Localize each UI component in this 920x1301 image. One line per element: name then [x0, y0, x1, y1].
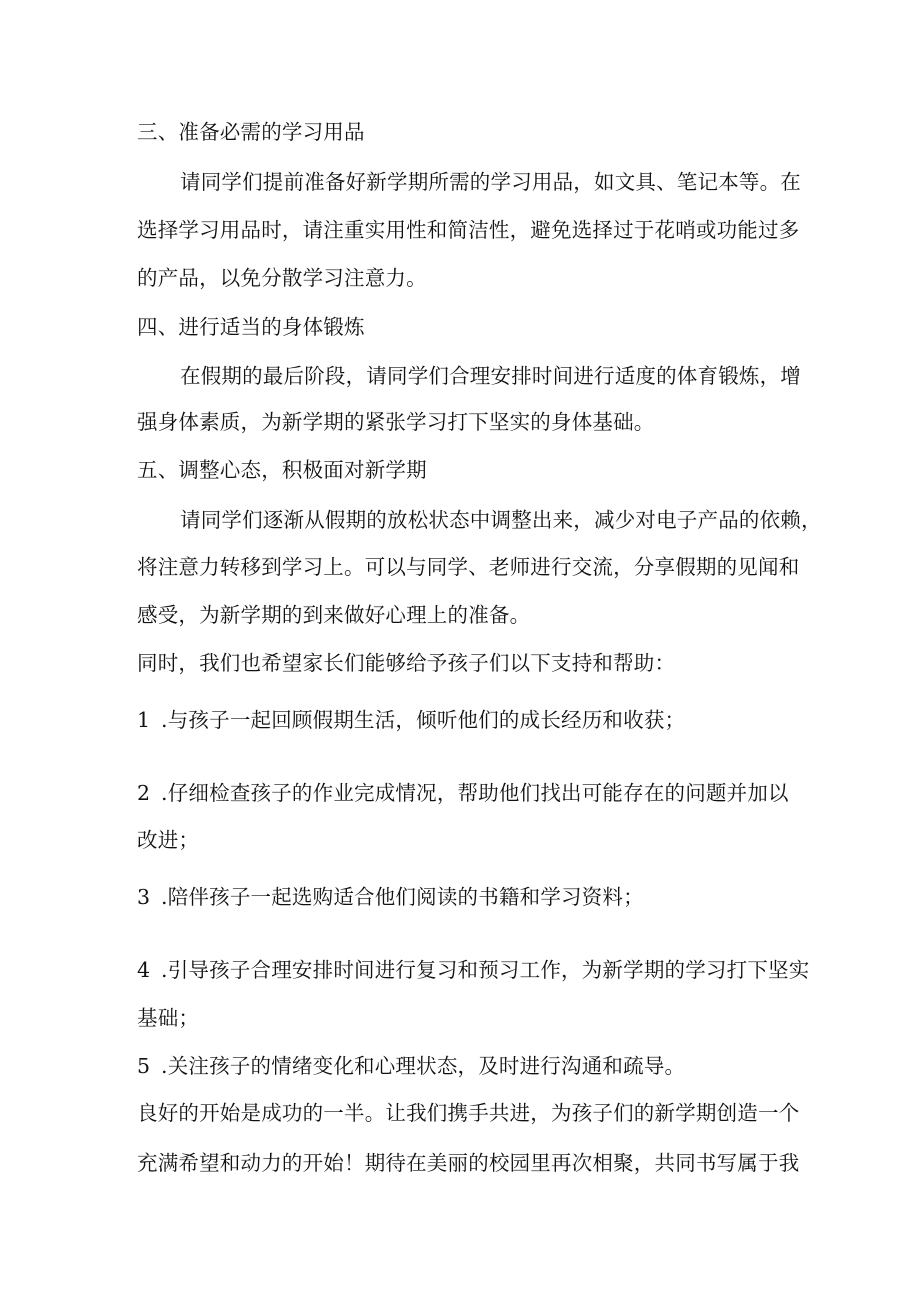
closing-line-2: 充满希望和动力的开始！期待在美丽的校园里再次相聚，共同书写属于我 [137, 1151, 800, 1175]
closing-line-1: 良好的开始是成功的一半。让我们携手共进，为孩子们的新学期创造一个 [137, 1101, 800, 1125]
list-number: 5 [137, 1054, 151, 1078]
list-text: .引导孩子合理安排时间进行复习和预习工作，为新学期的学习打下坚实 [161, 958, 810, 982]
section-4-heading: 四、进行适当的身体锻炼 [137, 315, 365, 339]
list-item-2-continuation: 改进； [137, 828, 200, 852]
list-text: .与孩子一起回顾假期生活，倾听他们的成长经历和收获； [161, 708, 686, 732]
section-3-paragraph-line-1: 请同学们提前准备好新学期所需的学习用品，如文具、笔记本等。在 [180, 170, 801, 194]
list-text: .关注孩子的情绪变化和心理状态，及时进行沟通和疏导。 [161, 1054, 686, 1078]
list-number: 3 [137, 885, 151, 909]
list-item-2 [137, 779, 789, 807]
section-5-paragraph-line-2: 将注意力转移到学习上。可以与同学、老师进行交流，分享假期的见闻和 [137, 555, 800, 579]
list-item-3 [137, 883, 644, 911]
section-5-paragraph-line-3: 感受，为新学期的到来做好心理上的准备。 [137, 603, 531, 627]
list-item-5 [137, 1052, 685, 1080]
list-item-4-continuation: 基础； [137, 1006, 200, 1030]
list-number: 1 [137, 708, 151, 732]
section-3-paragraph-line-2: 选择学习用品时，请注重实用性和简洁性，避免选择过于花哨或功能过多 [137, 218, 800, 242]
section-4-paragraph-line-2: 强身体素质，为新学期的紧张学习打下坚实的身体基础。 [137, 410, 655, 434]
list-text: .陪伴孩子一起选购适合他们阅读的书籍和学习资料； [161, 885, 644, 909]
section-5-heading: 五、调整心态，积极面对新学期 [137, 458, 427, 482]
list-text: .仔细检查孩子的作业完成情况，帮助他们找出可能存在的问题并加以 [161, 781, 789, 805]
section-3-paragraph-line-3: 的产品，以免分散学习注意力。 [137, 266, 427, 290]
list-number: 2 [137, 781, 151, 805]
parents-intro: 同时，我们也希望家长们能够给予孩子们以下支持和帮助： [137, 651, 676, 675]
list-number: 4 [137, 958, 151, 982]
section-3-heading: 三、准备必需的学习用品 [137, 120, 365, 144]
list-item-1 [137, 706, 685, 734]
section-5-paragraph-line-1: 请同学们逐渐从假期的放松状态中调整出来，减少对电子产品的依赖， [180, 508, 822, 532]
section-4-paragraph-line-1: 在假期的最后阶段，请同学们合理安排时间进行适度的体育锻炼，增 [180, 364, 801, 388]
list-item-4 [137, 956, 809, 984]
